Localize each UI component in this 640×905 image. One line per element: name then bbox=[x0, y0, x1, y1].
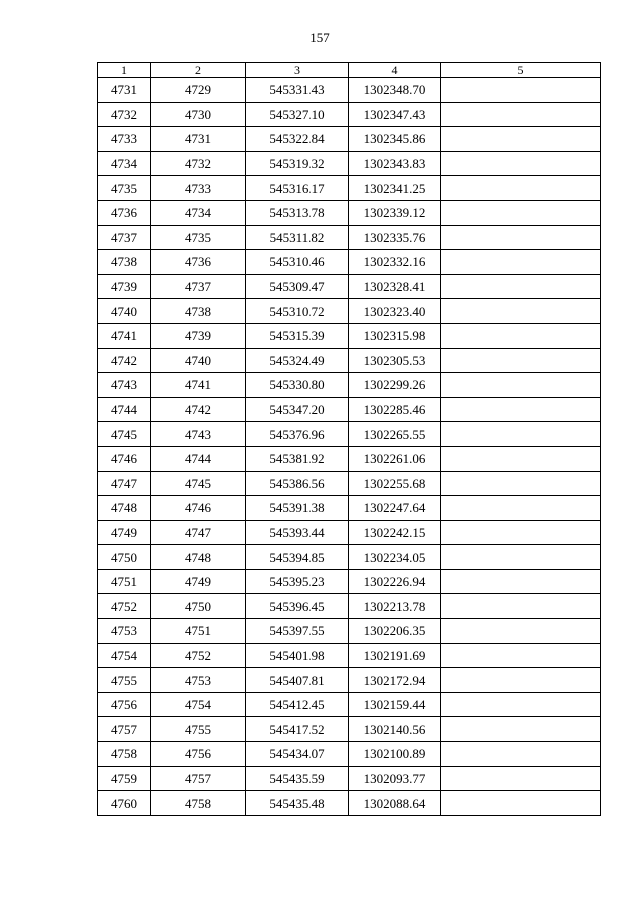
table-cell-col-2: 4741 bbox=[151, 373, 246, 398]
table-cell-col-1: 4746 bbox=[98, 446, 151, 471]
table-cell-col-1: 4748 bbox=[98, 496, 151, 521]
table-cell-col-3: 545396.45 bbox=[246, 594, 349, 619]
table-cell-col-2: 4758 bbox=[151, 791, 246, 816]
table-cell-col-2: 4755 bbox=[151, 717, 246, 742]
table-cell-col-4: 1302255.68 bbox=[349, 471, 441, 496]
column-header-3: 3 bbox=[246, 63, 349, 78]
table-cell-col-2: 4753 bbox=[151, 668, 246, 693]
table-cell-col-3: 545310.46 bbox=[246, 250, 349, 275]
table-cell-col-4: 1302206.35 bbox=[349, 619, 441, 644]
table-row bbox=[98, 496, 601, 521]
table-cell-col-4: 1302328.41 bbox=[349, 274, 441, 299]
table-cell-col-5 bbox=[441, 373, 601, 398]
table-cell-col-5 bbox=[441, 250, 601, 275]
table-cell-col-1: 4749 bbox=[98, 520, 151, 545]
table-cell-col-2: 4742 bbox=[151, 397, 246, 422]
table-cell-col-5 bbox=[441, 151, 601, 176]
table-cell-col-3: 545395.23 bbox=[246, 569, 349, 594]
table-cell-col-3: 545330.80 bbox=[246, 373, 349, 398]
table-cell-col-1: 4740 bbox=[98, 299, 151, 324]
table-cell-col-4: 1302242.15 bbox=[349, 520, 441, 545]
table-cell-col-2: 4738 bbox=[151, 299, 246, 324]
table-cell-col-4: 1302261.06 bbox=[349, 446, 441, 471]
table-cell-col-2: 4751 bbox=[151, 619, 246, 644]
table-row bbox=[98, 742, 601, 767]
table-row bbox=[98, 397, 601, 422]
table-row bbox=[98, 717, 601, 742]
table-cell-col-3: 545347.20 bbox=[246, 397, 349, 422]
table-cell-col-4: 1302343.83 bbox=[349, 151, 441, 176]
table-cell-col-1: 4741 bbox=[98, 323, 151, 348]
table-cell-col-1: 4757 bbox=[98, 717, 151, 742]
table-cell-col-5 bbox=[441, 446, 601, 471]
table-cell-col-1: 4760 bbox=[98, 791, 151, 816]
table-cell-col-2: 4740 bbox=[151, 348, 246, 373]
table-row bbox=[98, 619, 601, 644]
table-row bbox=[98, 127, 601, 152]
table-cell-col-5 bbox=[441, 692, 601, 717]
table-cell-col-1: 4737 bbox=[98, 225, 151, 250]
table-cell-col-1: 4733 bbox=[98, 127, 151, 152]
table-cell-col-5 bbox=[441, 299, 601, 324]
table-row bbox=[98, 225, 601, 250]
table-cell-col-1: 4743 bbox=[98, 373, 151, 398]
table-cell-col-5 bbox=[441, 78, 601, 103]
table-cell-col-4: 1302234.05 bbox=[349, 545, 441, 570]
table-cell-col-3: 545327.10 bbox=[246, 102, 349, 127]
table-cell-col-3: 545435.48 bbox=[246, 791, 349, 816]
table-cell-col-3: 545407.81 bbox=[246, 668, 349, 693]
table-cell-col-5 bbox=[441, 102, 601, 127]
table-row bbox=[98, 78, 601, 103]
table-cell-col-3: 545315.39 bbox=[246, 323, 349, 348]
table-cell-col-4: 1302265.55 bbox=[349, 422, 441, 447]
table-cell-col-3: 545322.84 bbox=[246, 127, 349, 152]
table-cell-col-3: 545331.43 bbox=[246, 78, 349, 103]
table-row bbox=[98, 766, 601, 791]
table-cell-col-4: 1302345.86 bbox=[349, 127, 441, 152]
table-row bbox=[98, 176, 601, 201]
table-cell-col-5 bbox=[441, 520, 601, 545]
table-cell-col-4: 1302100.89 bbox=[349, 742, 441, 767]
table-cell-col-3: 545394.85 bbox=[246, 545, 349, 570]
table-cell-col-1: 4735 bbox=[98, 176, 151, 201]
table-cell-col-1: 4754 bbox=[98, 643, 151, 668]
table-cell-col-4: 1302191.69 bbox=[349, 643, 441, 668]
table-cell-col-5 bbox=[441, 496, 601, 521]
table-cell-col-2: 4756 bbox=[151, 742, 246, 767]
table-cell-col-1: 4751 bbox=[98, 569, 151, 594]
table-cell-col-5 bbox=[441, 471, 601, 496]
table-row bbox=[98, 791, 601, 816]
table-cell-col-5 bbox=[441, 717, 601, 742]
table-cell-col-1: 4739 bbox=[98, 274, 151, 299]
table-cell-col-5 bbox=[441, 323, 601, 348]
table-row bbox=[98, 373, 601, 398]
table-row bbox=[98, 520, 601, 545]
table-cell-col-2: 4754 bbox=[151, 692, 246, 717]
table-cell-col-5 bbox=[441, 569, 601, 594]
table-cell-col-1: 4747 bbox=[98, 471, 151, 496]
table-cell-col-4: 1302299.26 bbox=[349, 373, 441, 398]
table-row bbox=[98, 569, 601, 594]
table-cell-col-2: 4730 bbox=[151, 102, 246, 127]
table-cell-col-3: 545319.32 bbox=[246, 151, 349, 176]
table-cell-col-4: 1302172.94 bbox=[349, 668, 441, 693]
table-cell-col-1: 4738 bbox=[98, 250, 151, 275]
table-cell-col-4: 1302347.43 bbox=[349, 102, 441, 127]
table-cell-col-2: 4731 bbox=[151, 127, 246, 152]
table-cell-col-3: 545381.92 bbox=[246, 446, 349, 471]
table-row bbox=[98, 545, 601, 570]
table-cell-col-1: 4745 bbox=[98, 422, 151, 447]
table-cell-col-3: 545311.82 bbox=[246, 225, 349, 250]
column-header-2: 2 bbox=[151, 63, 246, 78]
table-cell-col-4: 1302348.70 bbox=[349, 78, 441, 103]
table-cell-col-5 bbox=[441, 545, 601, 570]
column-header-1: 1 bbox=[98, 63, 151, 78]
table-cell-col-5 bbox=[441, 594, 601, 619]
table-row bbox=[98, 299, 601, 324]
table-cell-col-4: 1302093.77 bbox=[349, 766, 441, 791]
table-cell-col-1: 4731 bbox=[98, 78, 151, 103]
table-cell-col-2: 4739 bbox=[151, 323, 246, 348]
table-cell-col-4: 1302315.98 bbox=[349, 323, 441, 348]
table-cell-col-4: 1302341.25 bbox=[349, 176, 441, 201]
table-cell-col-2: 4743 bbox=[151, 422, 246, 447]
table-cell-col-1: 4756 bbox=[98, 692, 151, 717]
table-cell-col-2: 4745 bbox=[151, 471, 246, 496]
table-cell-col-5 bbox=[441, 348, 601, 373]
table-row bbox=[98, 348, 601, 373]
table-cell-col-2: 4748 bbox=[151, 545, 246, 570]
table-cell-col-2: 4750 bbox=[151, 594, 246, 619]
table-row bbox=[98, 471, 601, 496]
table-row bbox=[98, 151, 601, 176]
table-cell-col-3: 545434.07 bbox=[246, 742, 349, 767]
table-cell-col-4: 1302140.56 bbox=[349, 717, 441, 742]
table-cell-col-2: 4746 bbox=[151, 496, 246, 521]
table-cell-col-3: 545412.45 bbox=[246, 692, 349, 717]
table-cell-col-5 bbox=[441, 791, 601, 816]
table-cell-col-5 bbox=[441, 422, 601, 447]
table-cell-col-1: 4755 bbox=[98, 668, 151, 693]
table-cell-col-1: 4752 bbox=[98, 594, 151, 619]
table-cell-col-4: 1302088.64 bbox=[349, 791, 441, 816]
table-cell-col-3: 545393.44 bbox=[246, 520, 349, 545]
table-cell-col-4: 1302285.46 bbox=[349, 397, 441, 422]
table-cell-col-5 bbox=[441, 643, 601, 668]
table-cell-col-2: 4749 bbox=[151, 569, 246, 594]
table-cell-col-2: 4735 bbox=[151, 225, 246, 250]
table-cell-col-3: 545417.52 bbox=[246, 717, 349, 742]
table-cell-col-5 bbox=[441, 668, 601, 693]
table-cell-col-5 bbox=[441, 225, 601, 250]
table-cell-col-2: 4734 bbox=[151, 200, 246, 225]
table-cell-col-4: 1302213.78 bbox=[349, 594, 441, 619]
table-cell-col-3: 545386.56 bbox=[246, 471, 349, 496]
table-row bbox=[98, 323, 601, 348]
table-row bbox=[98, 200, 601, 225]
table-cell-col-5 bbox=[441, 127, 601, 152]
table-cell-col-4: 1302339.12 bbox=[349, 200, 441, 225]
table-row bbox=[98, 422, 601, 447]
table-row bbox=[98, 643, 601, 668]
table-cell-col-3: 545309.47 bbox=[246, 274, 349, 299]
table-cell-col-4: 1302332.16 bbox=[349, 250, 441, 275]
table-cell-col-1: 4736 bbox=[98, 200, 151, 225]
table-cell-col-1: 4758 bbox=[98, 742, 151, 767]
table-cell-col-2: 4736 bbox=[151, 250, 246, 275]
table-cell-col-2: 4752 bbox=[151, 643, 246, 668]
table-cell-col-5 bbox=[441, 619, 601, 644]
table-cell-col-3: 545401.98 bbox=[246, 643, 349, 668]
column-header-4: 4 bbox=[349, 63, 441, 78]
table-cell-col-2: 4737 bbox=[151, 274, 246, 299]
table-cell-col-2: 4729 bbox=[151, 78, 246, 103]
coordinates-table bbox=[97, 62, 601, 816]
table-cell-col-1: 4734 bbox=[98, 151, 151, 176]
table-row bbox=[98, 102, 601, 127]
table-cell-col-3: 545391.38 bbox=[246, 496, 349, 521]
table-row bbox=[98, 274, 601, 299]
table-cell-col-3: 545397.55 bbox=[246, 619, 349, 644]
table-cell-col-4: 1302226.94 bbox=[349, 569, 441, 594]
table-cell-col-3: 545313.78 bbox=[246, 200, 349, 225]
table-cell-col-1: 4742 bbox=[98, 348, 151, 373]
table-row bbox=[98, 692, 601, 717]
column-header-5: 5 bbox=[441, 63, 601, 78]
table-cell-col-2: 4757 bbox=[151, 766, 246, 791]
table-cell-col-5 bbox=[441, 176, 601, 201]
table-cell-col-5 bbox=[441, 397, 601, 422]
table-cell-col-3: 545310.72 bbox=[246, 299, 349, 324]
table-row bbox=[98, 668, 601, 693]
table-cell-col-2: 4747 bbox=[151, 520, 246, 545]
table-cell-col-1: 4759 bbox=[98, 766, 151, 791]
table-cell-col-3: 545435.59 bbox=[246, 766, 349, 791]
table-cell-col-3: 545376.96 bbox=[246, 422, 349, 447]
table-cell-col-2: 4732 bbox=[151, 151, 246, 176]
table-header-row bbox=[98, 63, 601, 78]
table-cell-col-3: 545316.17 bbox=[246, 176, 349, 201]
page-number: 157 bbox=[310, 30, 330, 45]
table-cell-col-5 bbox=[441, 200, 601, 225]
table-cell-col-4: 1302323.40 bbox=[349, 299, 441, 324]
table-cell-col-5 bbox=[441, 742, 601, 767]
table-body bbox=[98, 78, 601, 816]
table-cell-col-5 bbox=[441, 274, 601, 299]
table-cell-col-3: 545324.49 bbox=[246, 348, 349, 373]
table-cell-col-4: 1302305.53 bbox=[349, 348, 441, 373]
table-row bbox=[98, 250, 601, 275]
table-row bbox=[98, 446, 601, 471]
table-cell-col-1: 4744 bbox=[98, 397, 151, 422]
table-cell-col-1: 4753 bbox=[98, 619, 151, 644]
table-row bbox=[98, 594, 601, 619]
table-cell-col-2: 4733 bbox=[151, 176, 246, 201]
table-cell-col-5 bbox=[441, 766, 601, 791]
table-cell-col-4: 1302247.64 bbox=[349, 496, 441, 521]
table-cell-col-4: 1302335.76 bbox=[349, 225, 441, 250]
table-cell-col-1: 4732 bbox=[98, 102, 151, 127]
table-cell-col-1: 4750 bbox=[98, 545, 151, 570]
table-cell-col-2: 4744 bbox=[151, 446, 246, 471]
table-cell-col-4: 1302159.44 bbox=[349, 692, 441, 717]
